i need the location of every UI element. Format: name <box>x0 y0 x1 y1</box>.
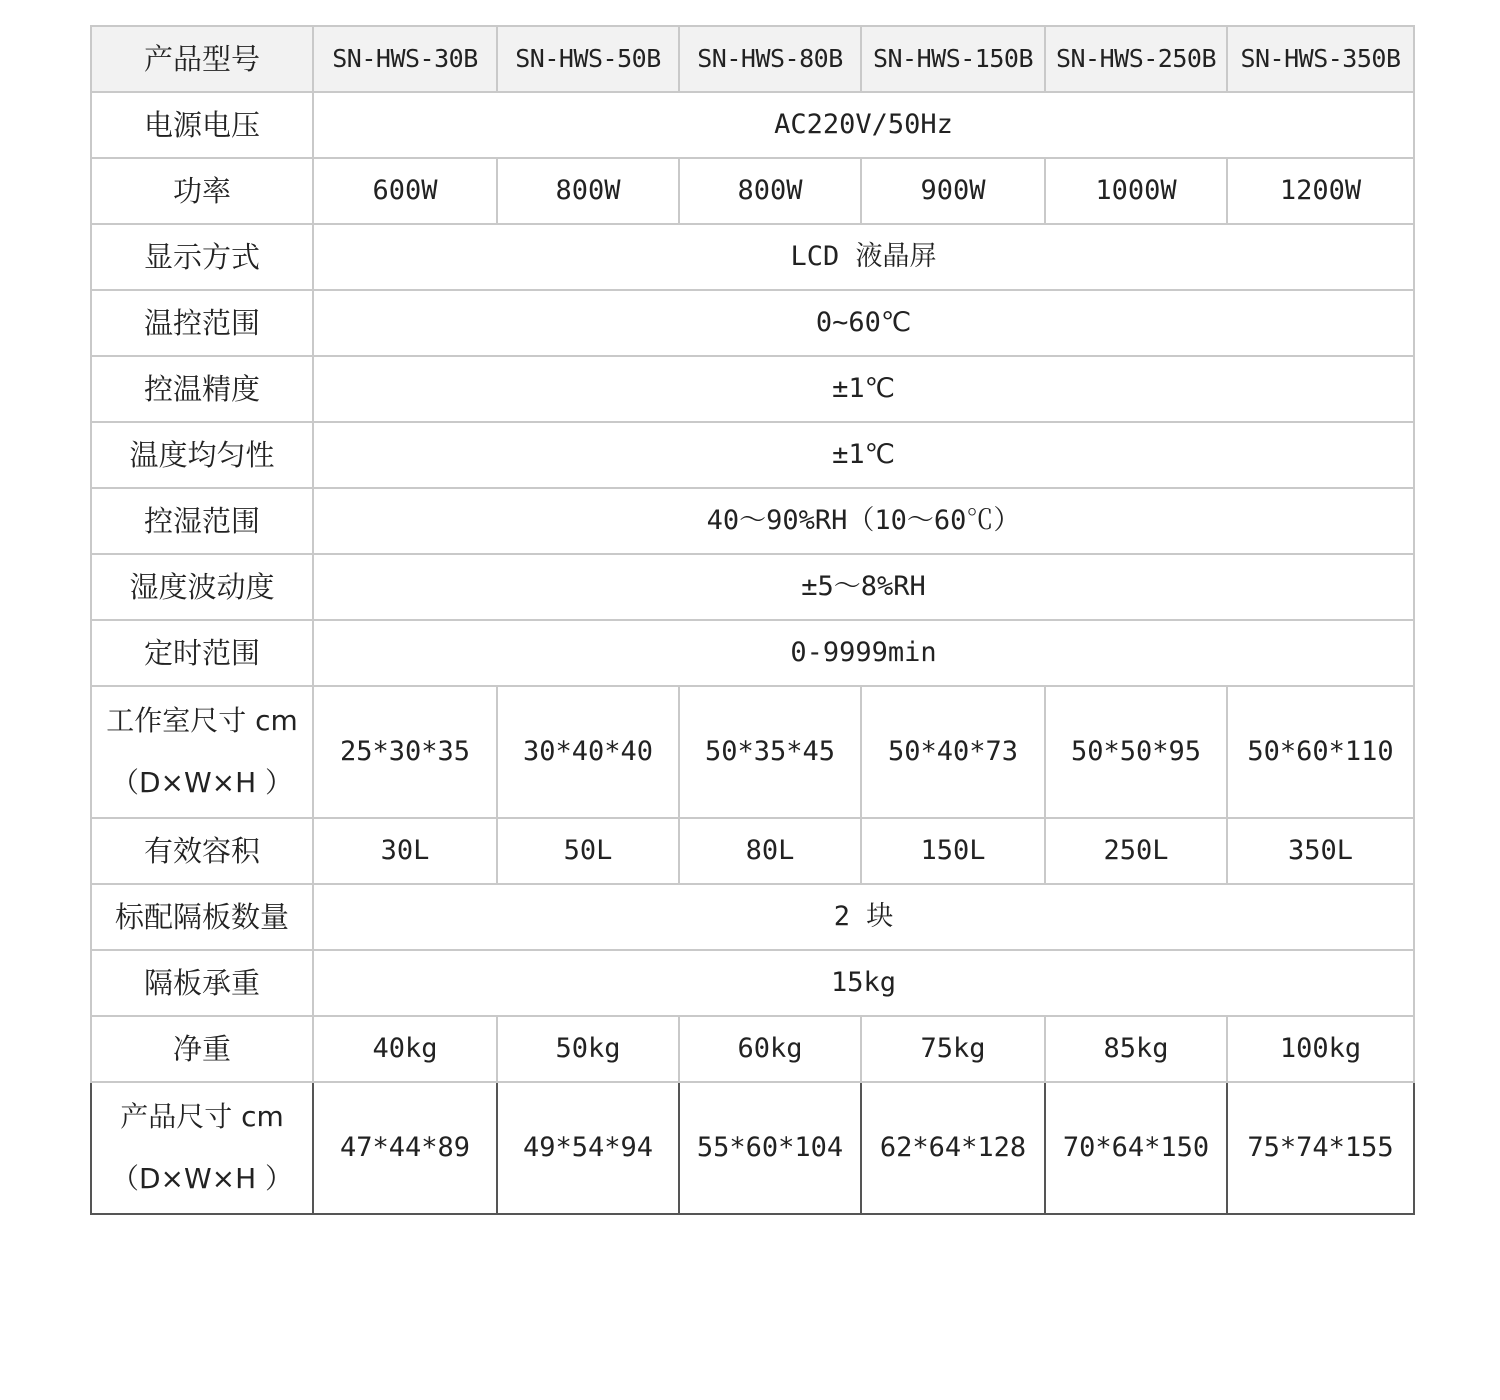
table-row-temp-range <box>91 290 1414 356</box>
row-label-voltage: 电源电压 <box>91 92 313 158</box>
net-weight-cell: 75kg <box>861 1016 1045 1082</box>
product-size-cell: 62*64*128 <box>861 1082 1045 1214</box>
row-label-chamber-size <box>91 686 313 818</box>
product-size-cell: 49*54*94 <box>497 1082 679 1214</box>
voltage-value: AC220V/50Hz <box>313 92 1414 158</box>
chamber-size-cell: 50*50*95 <box>1045 686 1227 818</box>
table-row-temp-precision <box>91 356 1414 422</box>
volume-cell: 80L <box>679 818 861 884</box>
table-row-temp-uniformity <box>91 422 1414 488</box>
chamber-size-cell: 30*40*40 <box>497 686 679 818</box>
table-row-model <box>91 26 1414 92</box>
power-cell: 800W <box>497 158 679 224</box>
row-label-power: 功率 <box>91 158 313 224</box>
temp-uniformity-value: ±1℃ <box>313 422 1414 488</box>
temp-range-value: 0~60℃ <box>313 290 1414 356</box>
model-cell: SN-HWS-50B <box>497 26 679 92</box>
chamber-size-cell: 25*30*35 <box>313 686 497 818</box>
volume-cell: 350L <box>1227 818 1414 884</box>
spec-table <box>90 25 1415 1215</box>
model-cell: SN-HWS-80B <box>679 26 861 92</box>
volume-cell: 250L <box>1045 818 1227 884</box>
row-label-product-size-line1: 产品尺寸 cm <box>120 1100 284 1133</box>
power-cell: 800W <box>679 158 861 224</box>
row-label-net-weight: 净重 <box>91 1016 313 1082</box>
volume-cell: 150L <box>861 818 1045 884</box>
row-label-humidity-range: 控湿范围 <box>91 488 313 554</box>
row-label-product-size <box>91 1082 313 1214</box>
product-size-cell: 55*60*104 <box>679 1082 861 1214</box>
row-label-chamber-size-line2: （D×W×H ） <box>110 766 294 799</box>
table-row-voltage <box>91 92 1414 158</box>
power-cell: 1000W <box>1045 158 1227 224</box>
product-size-cell: 70*64*150 <box>1045 1082 1227 1214</box>
row-label-volume: 有效容积 <box>91 818 313 884</box>
row-label-temp-precision: 控温精度 <box>91 356 313 422</box>
model-cell: SN-HWS-250B <box>1045 26 1227 92</box>
table-row-chamber-size <box>91 686 1414 818</box>
humidity-fluctuation-value: ±5～8%RH <box>313 554 1414 620</box>
row-label-chamber-size-line1: 工作室尺寸 cm <box>106 704 298 737</box>
product-size-cell: 75*74*155 <box>1227 1082 1414 1214</box>
model-cell: SN-HWS-350B <box>1227 26 1414 92</box>
power-cell: 600W <box>313 158 497 224</box>
net-weight-cell: 85kg <box>1045 1016 1227 1082</box>
net-weight-cell: 50kg <box>497 1016 679 1082</box>
humidity-range-value: 40～90%RH（10～60℃） <box>313 488 1414 554</box>
table-row-volume <box>91 818 1414 884</box>
table-row-display <box>91 224 1414 290</box>
row-label-timer-range: 定时范围 <box>91 620 313 686</box>
shelf-load-value: 15kg <box>313 950 1414 1016</box>
temp-precision-value: ±1℃ <box>313 356 1414 422</box>
row-label-humidity-fluctuation: 湿度波动度 <box>91 554 313 620</box>
row-label-temp-uniformity: 温度均匀性 <box>91 422 313 488</box>
table-row-shelf-load <box>91 950 1414 1016</box>
net-weight-cell: 40kg <box>313 1016 497 1082</box>
chamber-size-cell: 50*35*45 <box>679 686 861 818</box>
row-label-shelf-load: 隔板承重 <box>91 950 313 1016</box>
volume-cell: 30L <box>313 818 497 884</box>
model-cell: SN-HWS-150B <box>861 26 1045 92</box>
display-value: LCD 液晶屏 <box>313 224 1414 290</box>
volume-cell: 50L <box>497 818 679 884</box>
product-size-cell: 47*44*89 <box>313 1082 497 1214</box>
timer-range-value: 0-9999min <box>313 620 1414 686</box>
net-weight-cell: 100kg <box>1227 1016 1414 1082</box>
table-row-net-weight <box>91 1016 1414 1082</box>
power-cell: 1200W <box>1227 158 1414 224</box>
shelves-value: 2 块 <box>313 884 1414 950</box>
table-row-humidity-fluctuation <box>91 554 1414 620</box>
table-row-power <box>91 158 1414 224</box>
table-row-product-size <box>91 1082 1414 1214</box>
net-weight-cell: 60kg <box>679 1016 861 1082</box>
chamber-size-cell: 50*60*110 <box>1227 686 1414 818</box>
row-label-shelves: 标配隔板数量 <box>91 884 313 950</box>
table-row-shelves <box>91 884 1414 950</box>
row-label-product-size-line2: （D×W×H ） <box>110 1162 294 1195</box>
table-row-humidity-range <box>91 488 1414 554</box>
chamber-size-cell: 50*40*73 <box>861 686 1045 818</box>
row-label-temp-range: 温控范围 <box>91 290 313 356</box>
row-label-display: 显示方式 <box>91 224 313 290</box>
model-cell: SN-HWS-30B <box>313 26 497 92</box>
power-cell: 900W <box>861 158 1045 224</box>
table-row-timer-range <box>91 620 1414 686</box>
row-label-model: 产品型号 <box>91 26 313 92</box>
